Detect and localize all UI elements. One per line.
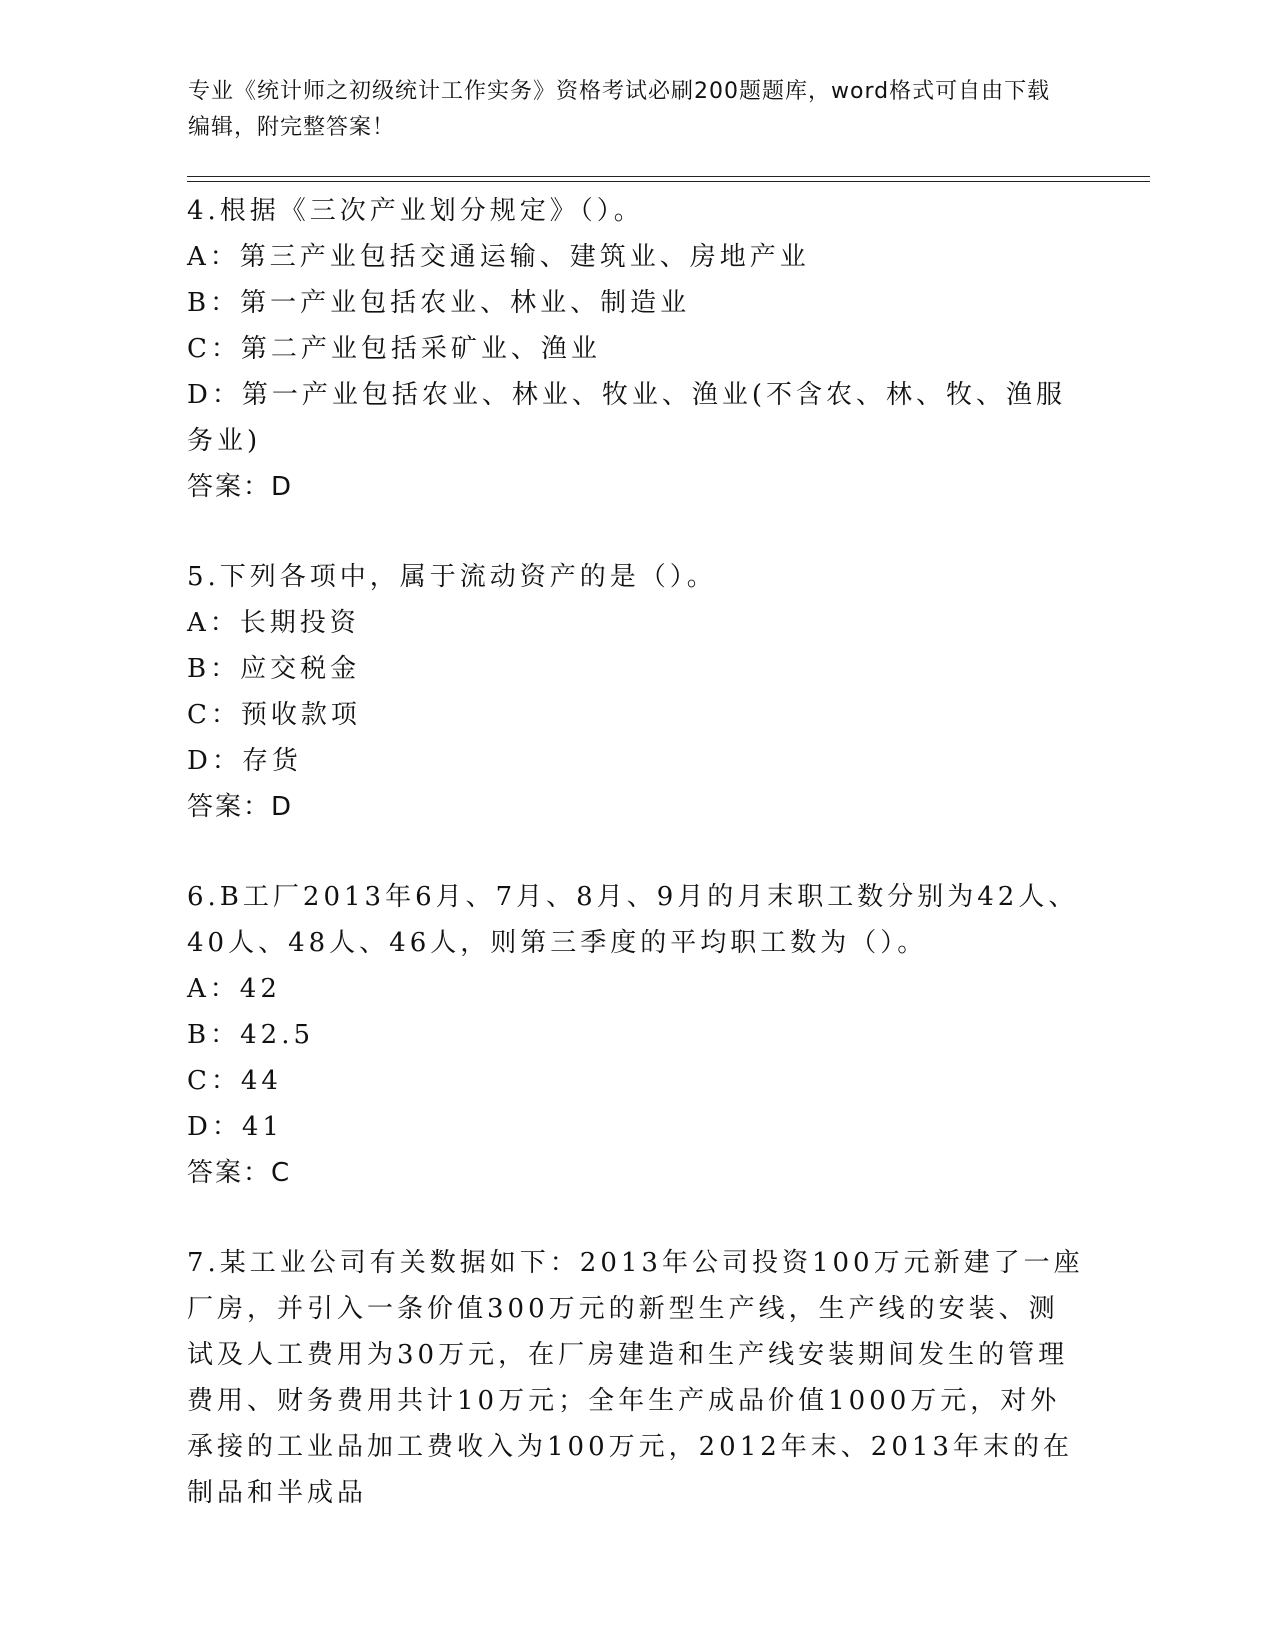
question-item	[187, 188, 1087, 510]
question-item	[187, 1240, 1087, 1516]
option-a: A：42	[187, 974, 281, 1004]
document-header: 专业《统计师之初级统计工作实务》资格考试必刷200题题库，word格式可自由下载编辑，附完整答案！	[188, 79, 1051, 140]
question-spacer	[187, 510, 1087, 554]
option-d: D：第一产业包括农业、林业、牧业、渔业(不含农、林、牧、渔服务业)	[187, 380, 1066, 456]
option-b: B：42.5	[187, 1020, 314, 1050]
option-c: C：44	[187, 1066, 282, 1096]
question-spacer	[187, 1196, 1087, 1240]
answer-line: 答案：D	[187, 472, 294, 502]
answer-line: 答案：C	[187, 1158, 292, 1188]
question-list	[187, 188, 1087, 1516]
option-a: A：长期投资	[187, 608, 360, 638]
question-stem: 7.某工业公司有关数据如下：2013年公司投资100万元新建了一座厂房，并引入一条价值300万元的新型生产线，生产线的安装、测试及人工费用为30万元，在厂房建造和生产线安装期间发生的管理费用、财务费用共计10万元；全年生产成品价值1000万元，对外承接的工业品加工费收入为100万元，2012年末、2013年末的在制品和半成品	[187, 1248, 1084, 1508]
header-divider	[187, 176, 1150, 182]
answer-line: 答案：D	[187, 792, 294, 822]
question-item	[187, 874, 1087, 1196]
option-c: C：预收款项	[187, 700, 361, 730]
option-c: C：第二产业包括采矿业、渔业	[187, 334, 601, 364]
option-a: A：第三产业包括交通运输、建筑业、房地产业	[187, 242, 810, 272]
question-item	[187, 554, 1087, 830]
option-d: D：存货	[187, 746, 302, 776]
option-b: B：应交税金	[187, 654, 361, 684]
question-spacer	[187, 830, 1087, 874]
option-b: B：第一产业包括农业、林业、制造业	[187, 288, 691, 318]
question-stem: 6.B工厂2013年6月、7月、8月、9月的月末职工数分别为42人、40人、48人、46人，则第三季度的平均职工数为（）。	[187, 882, 1079, 958]
question-stem: 4.根据《三次产业划分规定》（）。	[187, 196, 644, 226]
option-d: D：41	[187, 1112, 283, 1142]
question-stem: 5.下列各项中，属于流动资产的是（）。	[187, 562, 717, 592]
